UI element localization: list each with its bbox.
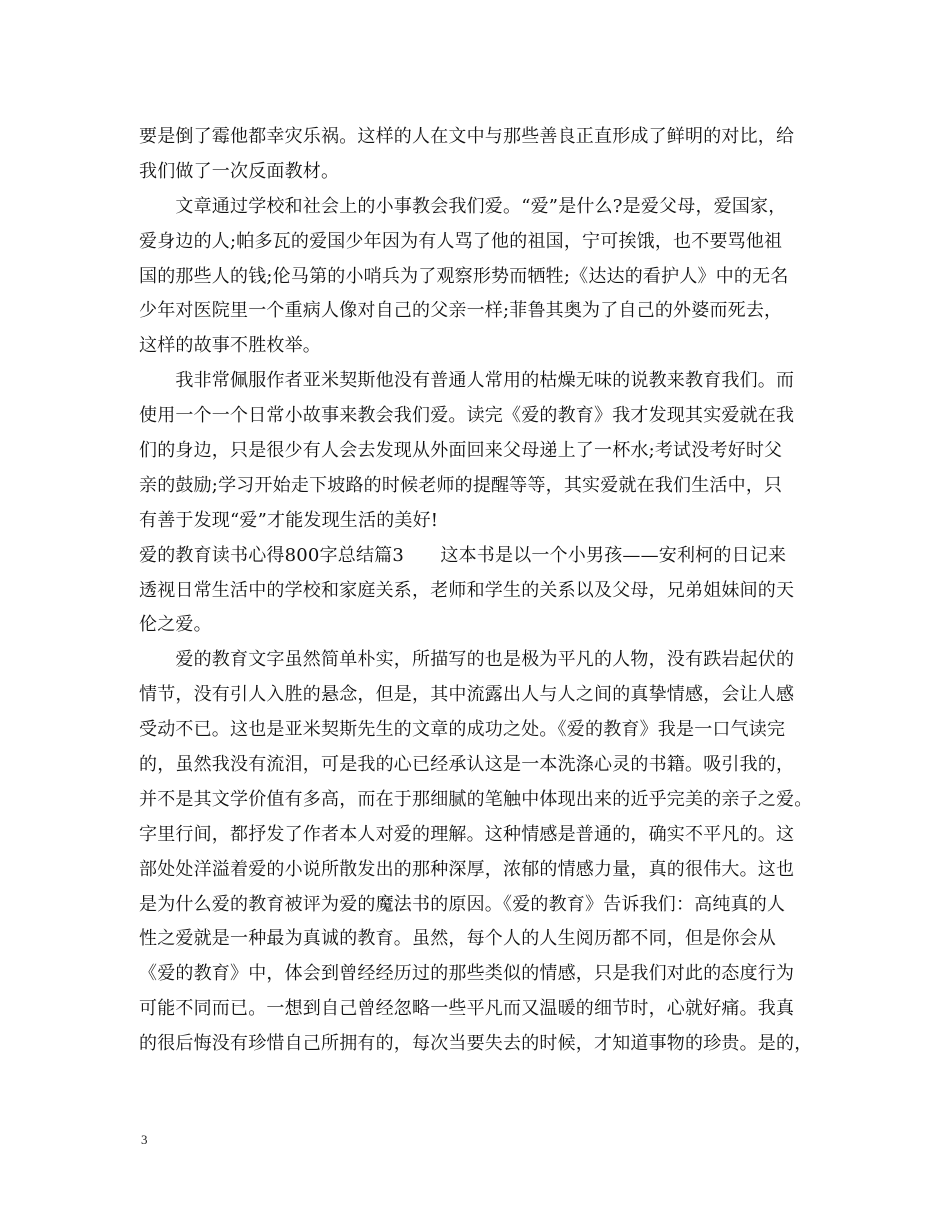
text-line: 们的身边，只是很少有人会去发现从外面回来父母递上了一杯水;考试没考好时父 bbox=[139, 440, 783, 462]
text-line: 这样的故事不胜枚举。 bbox=[139, 335, 321, 357]
text-line: 文章通过学校和社会上的小事教会我们爱。“爱”是什么?是爱父母，爱国家， bbox=[139, 195, 787, 217]
text-line: 情节，没有引人入胜的悬念，但是，其中流露出人与人之间的真挚情感，会让人感 bbox=[139, 684, 795, 706]
page-number: 3 bbox=[141, 1132, 148, 1147]
section-heading-line: 爱的教育读书心得800字总结篇3 这本书是以一个小男孩——安利柯的日记来 bbox=[139, 544, 787, 566]
text-line: 是为什么爱的教育被评为爱的魔法书的原因。《爱的教育》告诉我们：高纯真的人 bbox=[139, 893, 786, 915]
text-line: 并不是其文学价值有多高，而在于那细腻的笔触中体现出来的近乎完美的亲子之爱。 bbox=[139, 788, 813, 810]
text-line: 亲的鼓励;学习开始走下坡路的时候老师的提醒等等，其实爱就在我们生活中，只 bbox=[139, 474, 783, 496]
text-line: 的很后悔没有珍惜自己所拥有的，每次当要失去的时候，才知道事物的珍贵。是的， bbox=[139, 1033, 813, 1055]
text-line: 国的那些人的钱;伦马第的小哨兵为了观察形势而牺牲;《达达的看护人》中的无名 bbox=[139, 265, 789, 287]
text-line: 部处处洋溢着爱的小说所散发出的那种深厚，浓郁的情感力量，真的很伟大。这也 bbox=[139, 858, 795, 880]
text-line: 爱身边的人;帕多瓦的爱国少年因为有人骂了他的祖国，宁可挨饿，也不要骂他祖 bbox=[139, 230, 783, 252]
text-line: 我非常佩服作者亚米契斯他没有普通人常用的枯燥无味的说教来教育我们。而 bbox=[139, 370, 795, 392]
text-line: 的，虽然我没有流泪，可是我的心已经承认这是一本洗涤心灵的书籍。吸引我的， bbox=[139, 754, 795, 776]
text-line: 性之爱就是一种最为真诚的教育。虽然，每个人的人生阅历都不同，但是你会从 bbox=[139, 928, 776, 950]
text-line: 要是倒了霉他都幸灾乐祸。这样的人在文中与那些善良正直形成了鲜明的对比，给 bbox=[139, 126, 795, 147]
body-text bbox=[139, 120, 819, 1062]
text-line: 《爱的教育》中，体会到曾经经历过的那些类似的情感，只是我们对此的态度行为 bbox=[139, 963, 795, 985]
text-line: 透视日常生活中的学校和家庭关系，老师和学生的关系以及父母，兄弟姐妹间的天 bbox=[139, 579, 795, 601]
text-line: 受动不已。这也是亚米契斯先生的文章的成功之处。《爱的教育》我是一口气读完 bbox=[139, 719, 786, 741]
text-line: 我们做了一次反面教材。 bbox=[139, 160, 340, 182]
text-line: 使用一个一个日常小故事来教会我们爱。读完《爱的教育》我才发现其实爱就在我 bbox=[139, 405, 795, 427]
text-line: 伦之爱。 bbox=[139, 614, 212, 636]
text-line: 爱的教育文字虽然简单朴实，所描写的也是极为平凡的人物，没有跌岩起伏的 bbox=[139, 649, 795, 671]
text-line: 可能不同而已。一想到自己曾经忽略一些平凡而又温暖的细节时，心就好痛。我真 bbox=[139, 998, 795, 1020]
text-line: 少年对医院里一个重病人像对自己的父亲一样;菲鲁其奥为了自己的外婆而死去， bbox=[139, 300, 783, 322]
text-line: 有善于发现“爱”才能发现生活的美好! bbox=[139, 509, 439, 531]
text-line: 字里行间，都抒发了作者本人对爱的理解。这种情感是普通的，确实不平凡的。这 bbox=[139, 823, 795, 845]
